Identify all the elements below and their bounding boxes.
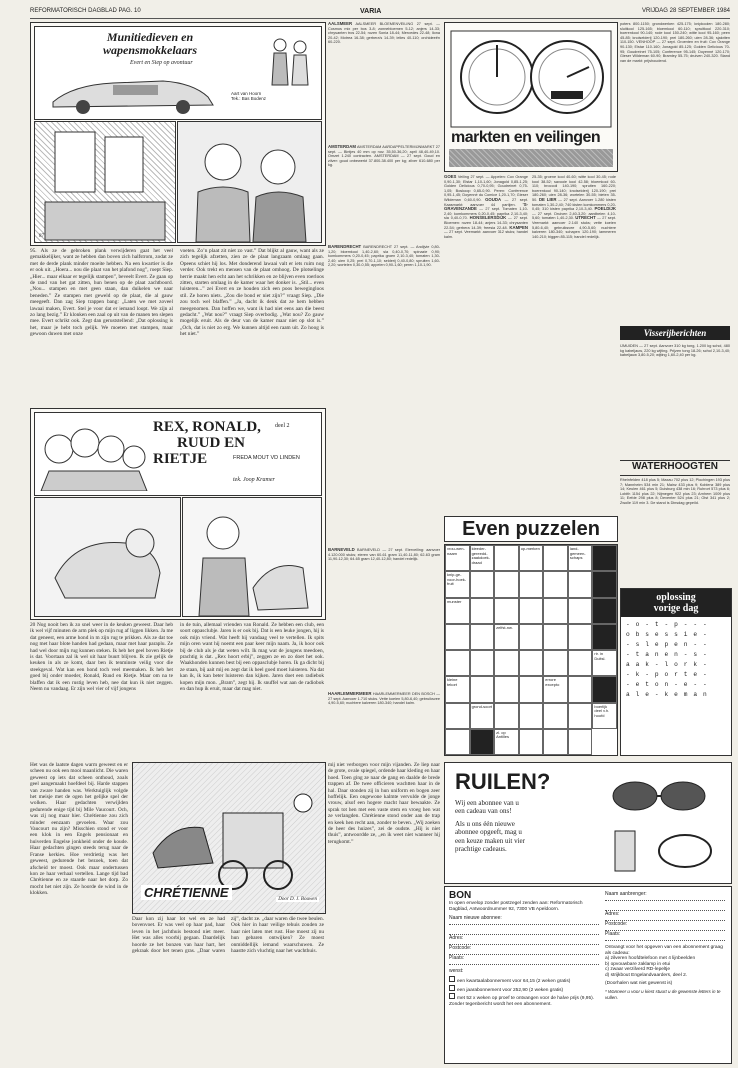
puzzle-cell[interactable]: op-merken xyxy=(519,545,544,571)
puzzle-cell[interactable] xyxy=(445,650,470,676)
bon-option-1[interactable] xyxy=(449,976,599,985)
puzzle-cell[interactable] xyxy=(519,598,544,624)
puzzle-cell[interactable] xyxy=(494,703,519,729)
comic-title-line2: wapensmokkelaars xyxy=(102,43,197,57)
puzzle-cell[interactable] xyxy=(543,650,568,676)
comic-credit: Aart van Hoorn Tek.: Bas Bodenz xyxy=(231,91,267,101)
puzzle-cell[interactable] xyxy=(519,650,544,676)
puzzle-cell[interactable] xyxy=(445,729,470,755)
puzzle-cell[interactable] xyxy=(494,650,519,676)
puzzle-cell[interactable] xyxy=(445,624,470,650)
market-col-c: BARENDRECHT BARENDRECHT 27 sept. — Andijvie 0,80-1,20; bloemkool 1,40-2,60; sla 0,40-0,70; spinazie 0,90; komkommers 0,20-0,45; paprika groen 2,10-3,40; tomaten 1,30-2,40; uien 0,25; prei 0,70-1,10; selderij 0,40-0,80; spruiten 1,60-2,20; wortelen 0,30-0,55; appelen 0,90-1,60; peren 1,10-1,90. xyxy=(328,245,440,268)
market-aalsmeer-text: AALSMEER BLOEMENVEILING 27 sept. — Cosmos mix per bos 3-8; zonnebloemen 5-12; anjers 14-33; chrysanten tros 22-54; rozen Sonia 18-44; Mercedes 22-48; Ilona 20-42; Motrea 16-38; gerbera’s 14-39; lelies 40-110; orchideeën 60-220. xyxy=(328,22,440,45)
bon-right-naam-label: Naam aanbrenger: xyxy=(605,891,647,897)
puzzle-cell[interactable] xyxy=(592,571,617,597)
story3-col1: Het was de laatste dagen warm geweest en er scheen nu ook een mooi maanlicht. Die waren geweest op iets dat scheen onthoud, zoals geel aangemaakt hoefdeel bij. Harde stappen van zware handen was. Werktuiglijk volgde het meisje met de ogen het gelijke spel der wolken. Haar gedachten verwijlden gedurende enige tijd bij Mile Vaucourt. Och, was zij nog maar hier. Chrétienne zou zich minder eenzaam gevoelen. Waar zou Vaucourt nu zijn? Misschien stond er voor een klok in een Engels pensionaat en huiverden Engelse jonkheid onder de koude. Haar gedachten gingen steeds terug naar de Franse kerkies. Hoe verdrietig was het geweest, gedurende het bezoek, toen dat afscheid ter moest. Ook maar ondertussen kon ze haar verhaal vertellen. Lange tijd bad Chrétienne en ze staarde naar het dorp. Zo mocht het niet zijn. Ze hoorde de wind in de klokken. xyxy=(30,762,128,897)
bon-form xyxy=(444,886,732,1064)
solution-title-line2: vorige dag xyxy=(653,603,699,614)
market-col-d: BARNEVELD BARNEVELD — 27 sept. Eierveiling: aanvoer 4.120.000 stuks; eieren van 60-61 gram 11,40-11,80; 62-63 gram 11,90-12,30; 64-65 gram 12,40-12,80; handel redelijk. xyxy=(328,548,440,562)
comic2-deel: deel 2 xyxy=(275,423,290,429)
waterhoogten-text: Rheinfelden 418 plus 5; Maxau 702 plus 12; Plochingen 193 plus 7; Mannheim 534 min 21; Mainz 433 plus 9; Koblenz 389 plus 14; Keulen 461 plus 5; Duisburg 438 min 16; Ruhrort 573 plus 6; Lobith 1154 plus 22; Nijmegen 922 plus 23; Arnhem 1009 plus 11; Eefde 298 plus 8; Deventer 524 plus 21; Olst 341 plus 2; Zwolle 119 min 3. De stand is Dinsdag gepeild. xyxy=(620,478,730,505)
header-date: VRIJDAG 28 SEPTEMBER 1984 xyxy=(641,8,730,14)
comic-panel-1 xyxy=(34,121,176,243)
ruilen-promo xyxy=(444,762,732,884)
puzzle-cell[interactable]: kleine tekort xyxy=(445,676,470,702)
puzzle-cell[interactable] xyxy=(543,598,568,624)
market-col-e: HAARLEMMERMEER HAARLEMMERMEER DEN BOSCH — 27 sept. Aanvoer 1.710 stuks. Vette koeien 5,80-6,40; gebruiksvee 4,90-5,60; nuchtere kalveren 180-340; handel kalm. xyxy=(328,692,440,706)
puzzle-cell[interactable] xyxy=(543,545,568,571)
puzzle-cell[interactable]: rir. in Duitsl. xyxy=(592,650,617,676)
comic2-title-panel xyxy=(34,412,322,496)
bon-right-plaats-field[interactable] xyxy=(605,931,725,941)
comic-title xyxy=(70,31,230,57)
boys-drawing-icon xyxy=(178,122,321,242)
bon-postcode-field[interactable] xyxy=(449,945,599,955)
figures-drawing-icon xyxy=(265,35,315,90)
car-drawing-icon xyxy=(43,67,223,117)
puzzle-cell[interactable]: zelfst-nw. xyxy=(494,624,519,650)
family-drawing-icon xyxy=(39,419,149,491)
comic3-credit: Door D. J. Bouwen xyxy=(278,897,317,902)
puzzle-cell[interactable] xyxy=(543,703,568,729)
puzzle-cell[interactable]: errore excepto xyxy=(543,676,568,702)
solution-row: a l e - k e m a n xyxy=(626,691,708,698)
puzzle-cell[interactable] xyxy=(470,598,495,624)
markten-title: markten en veilingen xyxy=(451,129,601,146)
puzzle-cell[interactable] xyxy=(519,676,544,702)
feet-drawing-icon xyxy=(35,122,175,242)
puzzle-cell[interactable] xyxy=(470,676,495,702)
checkbox-icon[interactable] xyxy=(449,993,455,999)
checkbox-icon[interactable] xyxy=(449,976,455,982)
puzzle-cell[interactable] xyxy=(592,624,617,650)
bon-doorhalen: (Doorhalen wat niet gewenst is) xyxy=(605,980,673,986)
solution-row: - o - t - p - - - xyxy=(626,621,708,628)
bon-right-plaats-label: Plaats: xyxy=(605,931,621,937)
gifts-drawing-icon xyxy=(595,771,725,877)
comic2-illustrator: tek. Joop Kramer xyxy=(233,477,275,483)
ruilen-line2: een cadeau van ons! xyxy=(455,807,512,816)
puzzle-cell[interactable] xyxy=(445,703,470,729)
story1-col1: 95. Als ze de gebroken plank verwijderen gaat het veel gemakkelijker, want ze hebben dan boven zich halfstrom, zodat ze met de derde plank minder moeite hebben. Na een kwartier is die er ook uit. „Hoera... nou die plaat van het plafond nog”, roept Siep. „Hier... maar elkaar er tegelijk stampen”, beveelt Evert. Ze gaan op de rand van het gat zitten, hun benen op de plaat zachtboord. „Nou... stampen en met geen staan, dan duikelen we naar beneden.” Ze stampen met geweld op de plaat, die al gauw meegeeft. Dan zag Siep trappen bang: „Laten we met zoveel lawaai maken, Evert. Stel je voor dat er iemand loopt. We zijn al zo lang bezig.” Er klonken een zaal op uit van de manen ten slepen mee. Evert schrikt ook. Zegt dan geruststellend: „Dat oplossing is het, maar je hebt toch gelijk. We moeten met stampen, maar gewoon duwen met onze xyxy=(30,248,173,338)
solution-box xyxy=(620,588,732,756)
puzzle-cell[interactable] xyxy=(568,729,593,755)
waterhoogten-title: WATERHOOGTEN xyxy=(620,460,730,476)
visserij-title: Visserijberichten xyxy=(620,326,730,340)
comic-title-panel xyxy=(34,26,322,120)
puzzle-cell[interactable] xyxy=(519,703,544,729)
puzzle-title: Even puzzelen xyxy=(444,516,618,542)
market-haarlemmermeer-text: HAARLEMMERMEER DEN BOSCH — 27 sept. Aanvoer 1.710 stuks. Vette koeien 5,80-6,40; gebruiksvee 4,90-5,60; nuchtere kalveren 180-340; handel kalm. xyxy=(328,692,440,706)
puzzle-grid xyxy=(444,544,618,756)
puzzle-cell[interactable] xyxy=(568,624,593,650)
puzzle-cell[interactable] xyxy=(568,571,593,597)
bon-right-adres-field[interactable] xyxy=(605,911,725,921)
solution-title-line1: oplossing xyxy=(656,592,696,603)
solution-title xyxy=(621,589,731,617)
puzzle-cell[interactable]: zl. op Antilles xyxy=(494,729,519,755)
comic-rex-ronald xyxy=(30,408,326,620)
puzzle-cell[interactable] xyxy=(568,650,593,676)
bon-option-2[interactable] xyxy=(449,985,599,994)
comic2-title-line2: RUUD EN xyxy=(177,435,245,451)
puzzle-cell[interactable] xyxy=(470,571,495,597)
bon-naam-field[interactable] xyxy=(449,915,599,925)
puzzle-cell[interactable] xyxy=(592,545,617,571)
ruilen-text xyxy=(455,799,585,853)
ruilen-line6: prachtige cadeaus. xyxy=(455,845,507,854)
comic-title-line1: Munitiedieven en xyxy=(106,30,194,44)
checkbox-icon[interactable] xyxy=(449,985,455,991)
solution-row: - k - p o r t e - xyxy=(626,671,708,678)
comic-chretienne xyxy=(132,762,326,914)
story3-col2: Daar kon zij haar lot wel en ze had bovenvoet. Er was veel op haar pad, haar leven in het jachthuis bestond niet meer. Het was alles voorbij gegaan. Daardelijk hoorde ze het bonzen van haar hart, het gekraak door het tenen gras. „Daar waren zij”, dacht ze. „daar waren die twee beulen. Ook hier in haar veilige tehuis zouden ze haar niet laten met rust. Hoe moest zij nu hun gebaren ontwijken? Ze moest onmiddellijk iemand waarschuwen. Ze haastte zich vluchtig naar het wachthuis. xyxy=(132,916,324,955)
puzzle-cell[interactable]: grond-soort xyxy=(470,703,495,729)
prices-right: poters 800-1150; grondwerken 425-175; knipkoolen 180-280; sluitkool 125-165; bloemkool 60-110; spruitkool 220-310; boerenkool 90-140; rode kool 150-240; witte kool 95-160; peen 45-85; knolselderij 120-190; prei 180-260; uien 28-36; sjalotten 110-150. VENHOOP — 27 sept. Groenten en fruit: Cox Orange 90-130; Elstar 110-160; Jonagold 85-125; Golden Delicious 70-95; Goudreinet 75-105; Conference 95-145; Doyenné 120-170; Gieser Wildeman 60-90; Bramley 55-75; druiven 240-320. Stand van de markt: prijshoudend. xyxy=(620,22,730,63)
puzzle-cell[interactable]: vrou-wen-naam xyxy=(445,545,470,571)
bon-intro: In open envelop zonder postzegel zenden aan: Reformatorisch Dagblad, Antwoordnummer 92, 7300 VB Apeldoorn. xyxy=(449,901,583,912)
puzzle-cell[interactable] xyxy=(543,624,568,650)
solution-row: - s l e p e n - - xyxy=(626,641,708,648)
bon-right-postcode-label: Postcode: xyxy=(605,921,628,927)
bon-cadeau-a[interactable]: a) zilveren hoofdtelefoon met 4 lijnbeelden xyxy=(605,956,696,962)
ruilen-line1: Wij een abonnee van u xyxy=(455,799,519,807)
bon-cadeau-c[interactable]: c) zwaar verzilverd RD-lepeltje xyxy=(605,967,671,973)
solution-row: o b s e s s i e - xyxy=(626,631,708,638)
comic2-panel-2 xyxy=(182,497,322,617)
bon-note: * Wanneer u voor u kiest stuurt u de gewenste letters in te vullen. xyxy=(605,989,721,1000)
bon-plaats-label: Plaats: xyxy=(449,955,465,962)
ruilen-title: RUILEN? xyxy=(455,769,551,794)
bon-ontvang: Ontvangt voor het opgeven van een abonnement graag als cadeau: xyxy=(605,945,723,956)
bon-adres-field[interactable] xyxy=(449,935,599,945)
story2-col1: 20 Nog nooit ben ik zo snel weer in de keuken geweest. Daar heb ik wel vijf minuten de arm plek op mijn rug af liggen likken. Ja me dat geneest, een arme hond in m zijn rug te prikken. Als ze dat toe nog met haar blote handen had gedaan, maar met haar paraplu. Ze had wel door mijn rug kunnen steken. Ik heb het geel boven Rietje is dat. Voortaan zal ik wel uit haar buurt blijven. Ik zie gelijk de keuken in als ze komt, daar ben ik tenminste veilig voor die steekgeval. Wat kan een hond toch veel meemaken. Ik heb het goed bij onder moeder, Ronald, Ruud en Rietje. Maar om na te blaffen dat ik een rustig leven heb, nee dat kun ik niet zeggen. Neem nu vandaag. Er zijn wel vier of vijf jongens xyxy=(30,622,173,693)
comic-munitiedieven xyxy=(30,22,326,246)
puzzle-cell[interactable] xyxy=(470,729,495,755)
bon-right-blank-field[interactable] xyxy=(605,901,725,911)
market-col-b: AMSTERDAM AMSTERDAM AARDAPPELTERMIJNMARKT 27 sept. — Bintjes 40 mm op nov. 35,50-36,20; april 48,40-49,10. Omzet 1.240 contracten. AMSTERDAM — 27 sept. Goud en zilver: goud onbewerkt 37.800-38.400 per kg; zilver 610-680 per kg. xyxy=(328,145,440,168)
puzzle-cell[interactable] xyxy=(494,571,519,597)
market-mid-col1: GOES Veiling 27 sept. — Appelen: Cox Orange 0,90-1,30; Elstar 1,10-1,60; Jonagold 0,85-1,25; Golden Delicious 0,70-0,95; Goudreinet 0,75-1,05; Boskoop 0,65-0,90. Peren: Conference 0,95-1,45; Doyenné du Comice 1,20-1,70; Gieser Wildeman 0,60-0,90. GOUDA — 27 sept. Kaasmarkt: aanvoer 44 partijen. 'S-GRAVENZANDE — 27 sept. Tomaten 1,10-2,40; komkommers 0,20-0,45; paprika 2,10-3,40; sla 0,40-0,70. HONSELERSDIJK — 27 sept. Bloemen: rozen 18-44; anjers 14-33; chrysanten 22-54; gerbera 14-39; freesia 22-48. KAMPEN — 27 sept. Veemarkt: aanvoer 312 stuks; handel kalm. xyxy=(444,175,528,239)
puzzle-cell[interactable] xyxy=(543,729,568,755)
puzzle-cell[interactable] xyxy=(543,571,568,597)
bon-right-naam-field[interactable] xyxy=(605,891,725,901)
bon-right-adres-label: Adres: xyxy=(605,911,620,917)
bon-adres-label: Adres: xyxy=(449,935,464,942)
puzzle-cell[interactable]: knip-ge-voor-hoek-fruit xyxy=(445,571,470,597)
comic-panel-2 xyxy=(177,121,322,243)
puzzle-cell[interactable]: munster xyxy=(445,598,470,624)
bon-wenst: wenst: xyxy=(449,968,464,975)
visserij-text: IJMUIDEN — 27 sept. Aanvoer 310 kg tong, 1.200 kg schol, 480 kg kabeljauw, 220 kg wijting. Prijzen tong 18-26; schol 2,10-3,40; kabeljauw 3,80-5,20; wijting 1,60-2,40 per kg. xyxy=(620,344,730,358)
bon-option-3-label: met 52 x weken op proef te ontvangen voor de halve prijs (9,95). Zonder tegenbericht wordt het een abonnement. xyxy=(449,996,595,1007)
puzzle-cell[interactable]: boerlijk deel v.h. hoofd xyxy=(592,703,617,729)
puzzle-cell[interactable]: land-gemeen-schaps xyxy=(568,545,593,571)
puzzle-cell[interactable] xyxy=(519,729,544,755)
comic2-title-line3: RIETJE xyxy=(153,451,208,467)
puzzle-cell[interactable] xyxy=(494,676,519,702)
ruilen-line4: abonnee opgeeft, mag u xyxy=(455,828,522,837)
page-header xyxy=(30,6,730,19)
comic2-title-line1: REX, RONALD, xyxy=(153,419,261,435)
panel-number: 87 xyxy=(39,234,44,239)
bon-option-2-label: een jaarabonnement voor 252,90 (2 weken gratis) xyxy=(457,987,564,993)
market-mid-col2: 25-35; groene kool 40-60; witte kool 30-45; rode kool 38-52; savooie kool 42-58; bloemkool 60-110; broccoli 140-190; spruiten 160-220; boerenkool 90-140; knolselderij 120-190; prei 180-260; uien 28-36; wortelen 30-55; bieten 35-50. DE LIER — 27 sept. Aanvoer 1.280 kisten tomaten 1,30-2,40; 740 kisten komkommers 0,20-0,45; 310 kisten paprika 2,10-3,40. POELDIJK — 27 sept. Druiven 2,40-3,20; aardbeien 4,10-5,60; tomaten 1,40-2,30. UTRECHT — 27 sept. Veemarkt: aanvoer 2.140 stuks; vette koeien 5,80-6,40; gebruiksvee 4,90-5,60; nuchtere kalveren 180-340; schapen 120-190; lammeren 140-210; biggen 85-115; handel redelijk. xyxy=(532,175,616,239)
market-col-a: AALSMEER AALSMEER BLOEMENVEILING 27 sept. — Cosmos mix per bos 3-8; zonnebloemen 5-12; anjers 14-33; chrysanten tros 22-54; rozen Sonia 18-44; Mercedes 22-48; Ilona 20-42; Motrea 16-38; gerbera’s 14-39; lelies 40-110; orchideeën 60-220. xyxy=(328,22,440,45)
puzzle-cell[interactable] xyxy=(470,650,495,676)
market-barneveld-text: BARNEVELD — 27 sept. Eierveiling: aanvoer 4.120.000 stuks; eieren van 60-61 gram 11,40-11,80; 62-63 gram 11,90-12,30; 64-65 gram 12,40-12,80; handel redelijk. xyxy=(328,548,440,562)
bon-option-1-label: een kwartaalabonnement voor 64,15 (2 weken gratis) xyxy=(457,979,571,985)
puzzle-cell[interactable] xyxy=(568,703,593,729)
header-left: REFORMATORISCH DAGBLAD PAG. 10 xyxy=(30,8,141,14)
story2-col2: in de tuin, allemaal vrienden van Ronald. Ze hebben een club, een soort oppasclubje. Jaren is er ook bij. Dat is een leuke jongen, hij is ook mijn vriend. Wat heeft hij vandaag veel te vertellen. Ik spits mijn oren want hij noemt een paar keer mijn naam. Ja, ik hoor ook bij de club als je dat weten wilt. Ik mag wat de jongens meedoen, prachtig is dat. „Rex hoort erbij”, zeggen ze en zo doet het ook. Waakhonden kunnen best bij een oppasclubje horen. Ik ga dicht bij ze staan, bij aait mij en zegt dat ik heel goed moet luisteren. Na dat kan ik, ik kan beter luisteren dan kijken. Jaren doet een radiebok kopen mijn mon. „Bram”, zegt hij. Ik snuffel wat aan de radiobok en dan hup ik eruit, maar dat mag niet. xyxy=(180,622,324,693)
ruilen-line5: een keuze maken uit vier xyxy=(455,836,525,845)
puzzle-cell[interactable]: kleeder-gereedd-zaakdoek-draad xyxy=(470,545,495,571)
comic2-author: FREDA MOUT VD LINDEN xyxy=(233,455,300,461)
market-amsterdam-text: AMSTERDAM AARDAPPELTERMIJNMARKT 27 sept. — Bintjes 40 mm op nov. 35,50-36,20; april 48,40-49,10. Omzet 1.240 contracten. AMSTERDAM — 27 sept. Goud en zilver: goud onbewerkt 37.800-38.400 per kg; zilver 610-680 per kg. xyxy=(328,145,440,168)
bon-plaats-field[interactable] xyxy=(449,955,599,965)
puzzle-cell[interactable] xyxy=(519,571,544,597)
bon-postcode-label: Postcode: xyxy=(449,945,472,952)
puzzle-cell[interactable] xyxy=(470,624,495,650)
bon-title: BON xyxy=(449,890,472,901)
bon-cadeau-d[interactable]: d) strijkbout Engelandvaarders, deel 2. xyxy=(605,972,688,978)
puzzle-cell[interactable] xyxy=(519,624,544,650)
comic3-title: CHRÉTIENNE xyxy=(141,885,232,900)
comic-subtitle: Evert en Siep op avontuur xyxy=(130,60,193,66)
solution-row: a a k - l o r k - xyxy=(626,661,708,668)
solution-row: - e t o n - e - - xyxy=(626,681,708,688)
ruilen-line3: Als u ons één nieuwe xyxy=(455,819,515,828)
puzzle-cell[interactable] xyxy=(494,545,519,571)
story1-col2: voeten. Zo’n plaat zit niet zo vast.” Dat blijkt al gauw, want als ze zich tegelijk afzetten, zien ze de plaat langzaam omlaag gaan. Opeens schiet hij los. Met donderend lawaai valt er iets ruim nog verder. Ook trekt en mensen van de plaat omhoog. De plotselinge herrie maakt hen echt aan het schrikken en ze blijven even roerloos zitten, starten omlaag in de kamer waar het donker is. „Stil... even luisteren...” zei Evert en ze houden zich een poos bewegingloos stil. Ze horen niets. „Zou die bond er niet zijn?” vraagt Siep. „Die zou toch wel blaffen.” „Ja, dacht ik denk dat ze hem hebben meegenomen. Dan hoffen we, want ik had niet eens aan die beest gedacht.” „Wat nou?” vraagt Siep overbodig. „Wat nou? Zo gauw mogelijk eruit. Als de deur van de kamer maar niet op slot is.” „Och, dat is niet zo erg. We kunnen altijd een raam uit. Zo hoog is het niet.” xyxy=(180,248,324,338)
auction-clock-icon xyxy=(449,29,613,129)
puzzle-cell[interactable] xyxy=(592,676,617,702)
markten-banner xyxy=(444,22,618,172)
bon-right-postcode-field[interactable] xyxy=(605,921,725,931)
comic2-panel-1 xyxy=(34,497,181,617)
market-barendrecht-text: BARENDRECHT 27 sept. — Andijvie 0,80-1,20; bloemkool 1,40-2,60; sla 0,40-0,70; spinazie 0,90; komkommers 0,20-0,45; paprika groen 2,10-3,40; tomaten 1,30-2,40; uien 0,25; prei 0,70-1,10; selderij 0,40-0,80; spruiten 1,60-2,20; wortelen 0,30-0,55; appelen 0,90-1,60; peren 1,10-1,90. xyxy=(328,245,440,268)
dog-drawing-icon xyxy=(35,498,180,616)
solution-row: - t a n e n - s - xyxy=(626,651,708,658)
bon-option-3[interactable] xyxy=(449,993,599,1007)
header-section: VARIA xyxy=(360,8,382,15)
story3-col3: mij niet verborgen voor mijn vijanden. Ze liep naar de grote, ovale spiegel, ordende haar kleding en haar hoed. Toen ging ze naar de gang en daalde de brede trappen af. De twee officieren wachtten haar in de hal. Daar stonden zij in hun uniform en bogen zeer hoffelijk. Een ongewone kalmte vervulde de jonge vrouw, alsof een hogere macht haar bewaakte. Ze sprak tot hen met een vaste stem en vroeg hen wat ze verlangden. Chrétienne stond onder aan de trap en keek hen recht aan, zonder te beven. „Wij zoeken de heer des huizes”, zei de oudste. „Hij is niet thuis”, antwoordde ze, „en ik weet niet wanneer hij terugkomt.” xyxy=(328,762,440,845)
puzzle-cell[interactable] xyxy=(568,676,593,702)
dog-boy-drawing-icon xyxy=(183,498,321,616)
markten-photo xyxy=(449,149,613,167)
bon-naam-label: Naam nieuwe abonnee: xyxy=(449,915,502,922)
puzzle-cell[interactable] xyxy=(592,598,617,624)
bon-cadeau-b[interactable]: b) opvouwbare zaklamp in etui xyxy=(605,961,671,967)
solution-rows xyxy=(621,617,731,700)
puzzle-cell[interactable] xyxy=(494,598,519,624)
puzzle-cell[interactable] xyxy=(568,598,593,624)
bon-blank-field[interactable] xyxy=(449,925,599,935)
